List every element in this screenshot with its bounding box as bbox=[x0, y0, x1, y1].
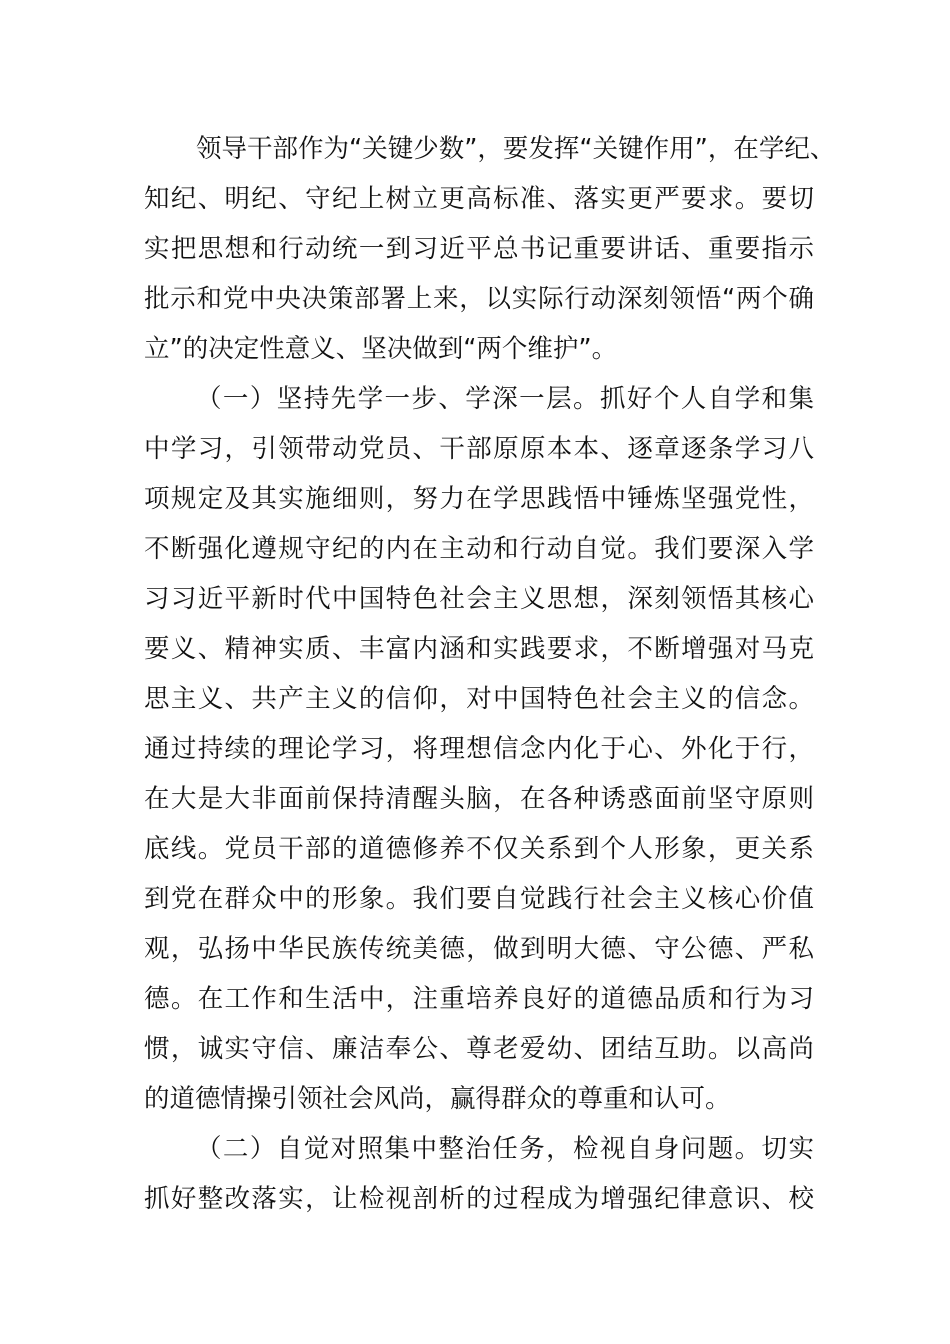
paragraph-2-line-8: 通过持续的理论学习，将理想信念内化于心、外化于行， bbox=[144, 734, 814, 764]
paragraph-2-line-11: 到党在群众中的形象。我们要自觉践行社会主义核心价值 bbox=[144, 884, 814, 914]
paragraph-1-line-4: 批示和党中央决策部署上来，以实际行动深刻领悟“两个确 bbox=[144, 284, 814, 314]
paragraph-2-line-2: 中学习，引领带动党员、干部原原本本、逐章逐条学习八 bbox=[144, 434, 814, 464]
paragraph-2-line-5: 习习近平新时代中国特色社会主义思想，深刻领悟其核心 bbox=[144, 584, 814, 614]
paragraph-3-line-2: 抓好整改落实，让检视剖析的过程成为增强纪律意识、校 bbox=[144, 1184, 814, 1214]
paragraph-2-line-9: 在大是大非面前保持清醒头脑，在各种诱惑面前坚守原则 bbox=[144, 784, 814, 814]
paragraph-2-line-12: 观，弘扬中华民族传统美德，做到明大德、守公德、严私 bbox=[144, 934, 814, 964]
paragraph-2-line-10: 底线。党员干部的道德修养不仅关系到个人形象，更关系 bbox=[144, 834, 814, 864]
paragraph-1-line-1: 领导干部作为“关键少数”，要发挥“关键作用”，在学纪、 bbox=[196, 134, 836, 164]
paragraph-2-line-4: 不断强化遵规守纪的内在主动和行动自觉。我们要深入学 bbox=[144, 534, 814, 564]
paragraph-1-line-5: 立”的决定性意义、坚决做到“两个维护”。 bbox=[144, 334, 618, 364]
paragraph-1-line-3: 实把思想和行动统一到习近平总书记重要讲话、重要指示 bbox=[144, 234, 814, 264]
paragraph-2-line-1: （一）坚持先学一步、学深一层。抓好个人自学和集 bbox=[196, 384, 814, 414]
paragraph-1-line-2: 知纪、明纪、守纪上树立更高标准、落实更严要求。要切 bbox=[144, 184, 814, 214]
paragraph-3-line-1: （二）自觉对照集中整治任务，检视自身问题。切实 bbox=[196, 1134, 814, 1164]
paragraph-2-line-6: 要义、精神实质、丰富内涵和实践要求，不断增强对马克 bbox=[144, 634, 814, 664]
paragraph-2-line-14: 惯，诚实守信、廉洁奉公、尊老爱幼、团结互助。以高尚 bbox=[144, 1034, 814, 1064]
paragraph-2-line-3: 项规定及其实施细则，努力在学思践悟中锤炼坚强党性， bbox=[144, 484, 814, 514]
paragraph-2-line-15: 的道德情操引领社会风尚，赢得群众的尊重和认可。 bbox=[144, 1084, 731, 1114]
paragraph-2-line-7: 思主义、共产主义的信仰，对中国特色社会主义的信念。 bbox=[144, 684, 814, 714]
paragraph-2-line-13: 德。在工作和生活中，注重培养良好的道德品质和行为习 bbox=[144, 984, 814, 1014]
